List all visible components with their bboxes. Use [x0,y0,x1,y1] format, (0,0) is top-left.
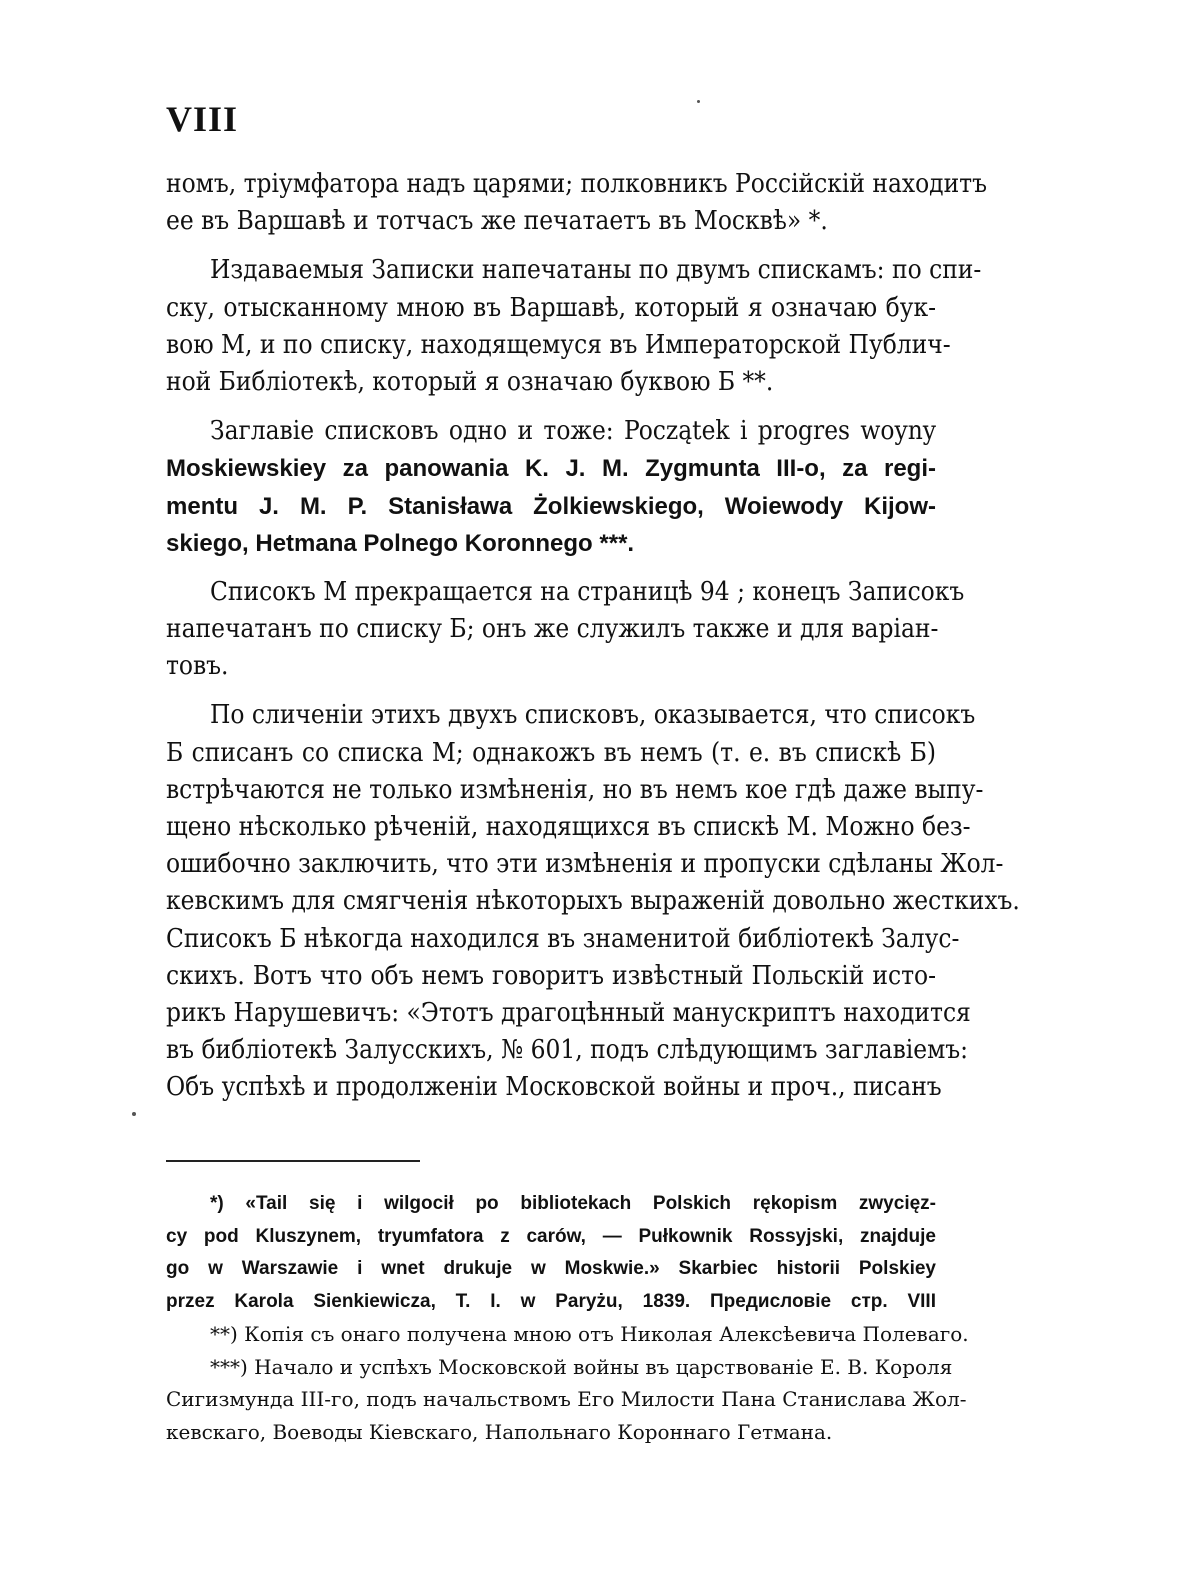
text-line: номъ, тріумфатора надъ царями; полковникъ Россійскій находитъ [166,169,987,199]
text-line: щено нѣсколько рѣченій, находящихся въ спискѣ М. Можно без- [166,812,971,842]
text-line: Заглавіе списковъ одно и тоже: Początek i progres woyny [210,416,936,447]
text-line: ной Библіотекѣ, который я означаю буквою Б **. [166,366,774,397]
text-line: въ библіотекѣ Залусскихъ, № 601, подъ слѣдующимъ заглавіемъ: [166,1035,969,1066]
footnote-line: *) «Tail się i wilgocił po bibliotekach Polskich rękopism zwycięz- [210,1193,936,1214]
footnote-line: кевскаго, Воеводы Кіевскаго, Напольнаго Короннаго Гетмана. [166,1419,833,1444]
text-line: ску, отысканному мною въ Варшавѣ, который я означаю бук- [166,292,936,323]
footnote-line: Сигизмунда III-го, подъ начальствомъ Его Милости Пана Станислава Жол- [166,1387,967,1411]
footnote-line: ***) Начало и успѣхъ Московской войны въ царствованіе Е. В. Короля [210,1354,953,1379]
text-line: встрѣчаются не только измѣненія, но въ немъ кое гдѣ даже выпу- [166,774,984,805]
text-line: товъ. [166,651,229,682]
footnote-line: **) Копія съ онаго получена мною отъ Николая Алексѣевича Полеваго. [210,1322,969,1346]
text-line: Moskiewskiey za panowania K. J. M. Zygmunta III-o, za regi- [166,455,936,483]
text-line: скихъ. Вотъ что объ немъ говоритъ извѣстный Польскій исто- [166,960,936,991]
scan-speck [697,100,700,103]
text-line: Списокъ М прекращается на страницѣ 94 ; конецъ Записокъ [210,576,965,607]
footnote-line: go w Warszawie i wnet drukuje w Moskwie.» Skarbiec historii Polskiey [166,1258,936,1279]
text-line: ее въ Варшавѣ и тотчасъ же печатаетъ въ Москвѣ» *. [166,206,828,237]
text-line: ошибочно заключить, что эти измѣненія и пропуски сдѣланы Жол- [166,849,1004,880]
text-line: Б списанъ со списка М; однакожъ въ немъ (т. е. въ спискѣ Б) [166,737,936,768]
text-line: рикъ Нарушевичъ: «Этотъ драгоцѣнный манускриптъ находится [166,997,971,1028]
page-number: VIII [166,99,239,139]
text-line: По сличеніи этихъ двухъ списковъ, оказывается, что списокъ [210,700,976,731]
text-line: Объ успѣхѣ и продолженіи Московской войны и проч., писанъ [166,1072,942,1103]
footnote-line: cy pod Kluszynem, tryumfatora z carów, — Pułkownik Rossyjski, znajduje [166,1225,936,1247]
text-line: Издаваемыя Записки напечатаны по двумъ спискамъ: по спи- [210,255,982,286]
text-line: skiego, Hetmana Polnego Koronnego ***. [166,529,635,557]
text-line: mentu J. M. P. Stanisława Żolkiewskiego, Woiewody Kijow- [166,492,936,520]
text-line: Списокъ Б нѣкогда находился въ знаменитой библіотекѣ Залус- [166,923,960,954]
footnote-divider [166,1160,420,1162]
scan-speck [132,1112,136,1116]
text-line: кевскимъ для смягченія нѣкоторыхъ выраженій довольно жесткихъ. [166,886,1020,917]
footnotes [166,1188,969,1448]
footnote-line: przez Karola Sienkiewicza, T. I. w Paryżu, 1839. Предисловіе стр. VIII [166,1290,936,1312]
text-line: напечатанъ по списку Б; онъ же служилъ также и для варіан- [166,614,939,645]
text-line: вою М, и по списку, находящемуся въ Императорской Публич- [166,329,951,360]
main-text [166,166,1020,1107]
